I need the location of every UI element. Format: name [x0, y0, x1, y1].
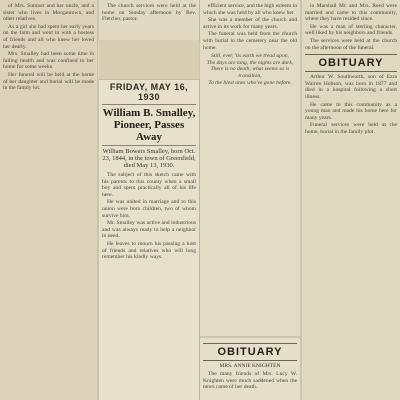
- dateline: FRIDAY, MAY 16, 1930: [102, 82, 196, 105]
- paragraph: Funeral services were held at the home, burial in the family plot.: [305, 122, 397, 135]
- obituary-subheading: MRS. ANNIE KNIGHTEN: [219, 363, 281, 369]
- paragraph: She was a member of the church and active in its work for many years.: [203, 17, 297, 30]
- poem-line: There is no death, what seems so is transition,: [210, 66, 290, 79]
- clipping-right-middle: [200, 0, 300, 336]
- paragraph: He came to this community as a young man and made his home here for many years.: [305, 101, 397, 121]
- paragraph: The church services were held at the home on Sunday afternoon by Rev. Fletcher, pastor.: [102, 3, 196, 23]
- paragraph: He was a man of sterling character, well liked by his neighbors and friends.: [305, 23, 397, 37]
- clipping-smalley-obituary: [99, 80, 199, 400]
- paragraph: The many friends of Mrs. Lucy W. Knighten were much saddened when the news came of her death.: [203, 371, 297, 391]
- page-backing: [99, 40, 199, 80]
- paragraph: Mr. Smalley was active and industrious and was always ready to help a neighbor in need.: [102, 220, 196, 240]
- obituary-heading: OBITUARY: [203, 343, 297, 361]
- paragraph: The funeral was held from the church with burial in the cemetery near the old home.: [203, 31, 297, 51]
- poem-line: To the blest ones who've gone before.: [208, 79, 292, 86]
- paragraph: efficient service, and the high esteem in which she was held by all who knew her.: [203, 3, 297, 16]
- paragraph: Her funeral will be held at the home of her daughter and burial will be made in the family lot.: [3, 71, 94, 92]
- clipping-left-column: [0, 0, 97, 400]
- headline: William B. Smalley, Pioneer, Passes Away: [102, 107, 196, 143]
- paragraph: The subject of this sketch came with his parents to this county when a small boy and spent practically all of his life here.: [102, 172, 196, 198]
- paragraph: Arthur W. Southworth, son of Ezra Warren Hobson, was born in 1877 and died in a hospital following a short illness.: [305, 74, 397, 100]
- clipping-far-right: [302, 0, 400, 400]
- obituary-heading: OBITUARY: [305, 54, 397, 72]
- paragraph: Mrs. Smalley had been some time in failing health and was confined to her home for some weeks.: [3, 51, 94, 71]
- paragraph: He leaves to mourn his passing a host of friends and relatives who will long remember his kindly ways.: [102, 240, 196, 261]
- poem-line: The days are long, the nights are dark,: [206, 59, 294, 66]
- paragraph: He was united in marriage and to this union were born children, two of whom survive him.: [102, 199, 196, 219]
- paragraph: The services were held at the church on the afternoon of the funeral.: [305, 37, 397, 51]
- poem: [203, 53, 297, 86]
- poem-line: Still, ever, 'tis earth we tread upon,: [211, 53, 289, 60]
- clipping-top-middle: [99, 0, 199, 40]
- paragraph: As a girl she had spent her early years on the farm and went in with a hostess of friends and all who knew her loved her dearly.: [3, 23, 94, 50]
- subheadline: William Bowers Smalley, born Oct. 23, 1844, in the town of Greenfield, died May 13, 1930.: [102, 145, 196, 169]
- paragraph: in Marshall Mr. and Mrs. Reed were married and came to this community, where they have resided since.: [305, 3, 397, 23]
- paragraph: of Mrs. Sumner and her uncle, and a sister who lives in Morgantown, and other relatives.: [3, 3, 94, 23]
- clipping-knighten-obituary: [200, 338, 300, 400]
